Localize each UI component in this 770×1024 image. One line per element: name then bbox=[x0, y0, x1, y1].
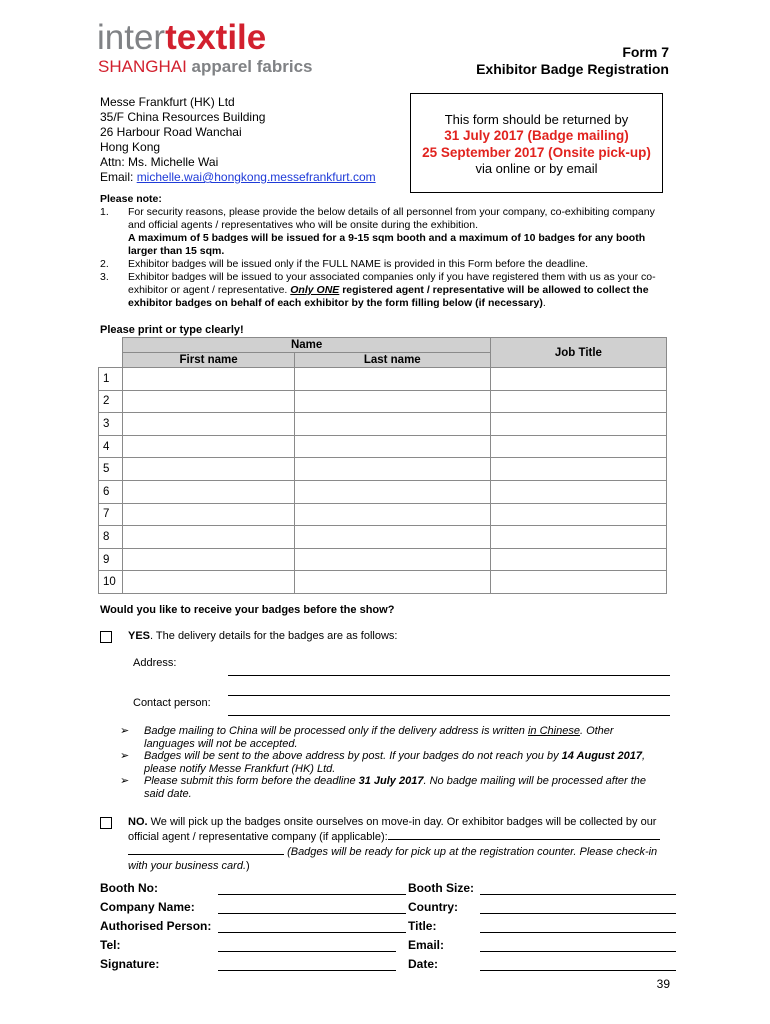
job-title-cell[interactable] bbox=[490, 368, 666, 391]
first-name-cell[interactable] bbox=[123, 480, 294, 503]
last-name-cell[interactable] bbox=[294, 548, 490, 571]
title-field[interactable] bbox=[480, 932, 676, 933]
last-name-cell[interactable] bbox=[294, 458, 490, 481]
job-title-cell[interactable] bbox=[490, 390, 666, 413]
last-name-cell[interactable] bbox=[294, 503, 490, 526]
contact-person-line[interactable] bbox=[228, 715, 670, 716]
delivery-question: Would you like to receive your badges before the show? bbox=[100, 604, 395, 616]
job-title-cell[interactable] bbox=[490, 458, 666, 481]
form-number: Form 7 bbox=[622, 44, 669, 60]
job-title-cell[interactable] bbox=[490, 413, 666, 436]
email-field[interactable] bbox=[480, 951, 676, 952]
first-name-cell[interactable] bbox=[123, 413, 294, 436]
arrow-bullet-icon: ➢ bbox=[120, 750, 130, 762]
list-item: ➢ Badge mailing to China will be processed only if the delivery address is written in Chinese. Other languages will not be accepted. bbox=[120, 725, 614, 750]
row-number: 7 bbox=[99, 503, 123, 526]
table-row bbox=[99, 548, 667, 571]
table-row bbox=[99, 503, 667, 526]
last-name-cell[interactable] bbox=[294, 480, 490, 503]
signature-field[interactable] bbox=[218, 970, 396, 971]
first-name-cell[interactable] bbox=[123, 458, 294, 481]
arrow-bullet-icon: ➢ bbox=[120, 775, 130, 787]
job-title-cell[interactable] bbox=[490, 435, 666, 458]
logo-subtitle: SHANGHAI apparel fabrics bbox=[98, 57, 313, 76]
print-instruction: Please print or type clearly! bbox=[100, 324, 244, 336]
yes-option-label: YES. The delivery details for the badges are as follows: bbox=[128, 630, 398, 642]
country-field[interactable] bbox=[480, 913, 676, 914]
row-number: 1 bbox=[99, 368, 123, 391]
delivery-notes-list bbox=[120, 725, 665, 800]
first-name-cell[interactable] bbox=[123, 435, 294, 458]
table-row bbox=[99, 413, 667, 436]
booth-size-label: Booth Size: bbox=[408, 881, 474, 895]
date-label: Date: bbox=[408, 957, 439, 971]
title-label: Title: bbox=[408, 919, 437, 933]
table-row bbox=[99, 435, 667, 458]
job-title-cell[interactable] bbox=[490, 480, 666, 503]
email-label: Email: bbox=[408, 938, 445, 952]
first-name-cell[interactable] bbox=[123, 526, 294, 549]
contact-person-label: Contact person: bbox=[133, 697, 211, 709]
first-name-cell[interactable] bbox=[123, 390, 294, 413]
date-field[interactable] bbox=[480, 970, 676, 971]
please-note-section: Please note: 1. For security reasons, please provide the below details of all personnel from your company, co-exhibiting company and official agents / representatives who will be onsite during the exhibition. A maximum of 5 badges will be issued for a 9-15 sqm booth and a maximum of 10 badges for any booth larger than 15 sqm. 2. Exhibitor badges will be issued only if the FULL NAME is provided in this Form before the deadline. 3. Exhibitor badges will be issued to your associated companies only if you have registered them with us as your co-exhibitor or agent / representative. Only ONE registered agent / representative will be allowed to collect the exhibitor badges on behalf of each exhibitor by the form filling below (if necessary). bbox=[100, 193, 656, 309]
address-line-1[interactable] bbox=[228, 675, 670, 676]
job-title-cell[interactable] bbox=[490, 548, 666, 571]
yes-checkbox[interactable] bbox=[100, 631, 112, 643]
last-name-cell[interactable] bbox=[294, 368, 490, 391]
table-row bbox=[99, 390, 667, 413]
name-header: Name bbox=[123, 338, 490, 353]
job-title-cell[interactable] bbox=[490, 526, 666, 549]
form-title bbox=[476, 44, 669, 78]
booth-size-field[interactable] bbox=[480, 894, 676, 895]
last-name-cell[interactable] bbox=[294, 413, 490, 436]
authorised-person-field[interactable] bbox=[218, 932, 406, 933]
booth-no-field[interactable] bbox=[218, 894, 406, 895]
first-name-cell[interactable] bbox=[123, 368, 294, 391]
table-row bbox=[99, 368, 667, 391]
form-name: Exhibitor Badge Registration bbox=[476, 61, 669, 77]
table-row bbox=[99, 526, 667, 549]
list-item: ➢ Badges will be sent to the above address by post. If your badges do not reach you by 14 August 2017, please notify Messe Frankfurt (HK) Ltd. bbox=[120, 750, 646, 775]
no-option-label: NO. We will pick up the badges onsite ourselves on move-in day. Or exhibitor badges will be collected by our official agent / representative company (if applicable): (Badges will be ready for pick up at the registration counter. Please check-in with your business card.) bbox=[128, 815, 673, 873]
badge-table bbox=[98, 337, 667, 594]
signature-label: Signature: bbox=[100, 957, 160, 971]
list-item: ➢ Please submit this form before the deadline 31 July 2017. No badge mailing will be processed after the said date. bbox=[120, 775, 647, 800]
table-row bbox=[99, 480, 667, 503]
job-title-header: Job Title bbox=[490, 338, 666, 368]
authorised-person-label: Authorised Person: bbox=[100, 919, 212, 933]
last-name-cell[interactable] bbox=[294, 571, 490, 594]
email-link[interactable]: michelle.wai@hongkong.messefrankfurt.com bbox=[136, 170, 376, 184]
table-row bbox=[99, 571, 667, 594]
row-number: 8 bbox=[99, 526, 123, 549]
first-name-header: First name bbox=[123, 353, 294, 368]
row-number: 10 bbox=[99, 571, 123, 594]
row-number: 9 bbox=[99, 548, 123, 571]
company-name-field[interactable] bbox=[218, 913, 406, 914]
return-deadline-box: This form should be returned by 31 July 2017 (Badge mailing) 25 September 2017 (Onsite pick-up) via online or by email bbox=[410, 93, 663, 193]
page-number: 39 bbox=[656, 977, 670, 991]
tel-label: Tel: bbox=[100, 938, 121, 952]
last-name-cell[interactable] bbox=[294, 526, 490, 549]
logo-wordmark: intertextile bbox=[97, 18, 267, 57]
organizer-address: Messe Frankfurt (HK) Ltd 35/F China Resources Building 26 Harbour Road Wanchai Hong Kong Attn: Ms. Michelle Wai Email: michelle.wai@hongkong.messefrankfurt.com bbox=[100, 95, 376, 184]
row-number: 2 bbox=[99, 390, 123, 413]
last-name-cell[interactable] bbox=[294, 435, 490, 458]
address-line-2[interactable] bbox=[228, 695, 670, 696]
first-name-cell[interactable] bbox=[123, 548, 294, 571]
row-number: 6 bbox=[99, 480, 123, 503]
agent-company-line-2[interactable] bbox=[128, 844, 284, 855]
company-name-label: Company Name: bbox=[100, 900, 195, 914]
country-label: Country: bbox=[408, 900, 458, 914]
table-row bbox=[99, 458, 667, 481]
address-label: Address: bbox=[133, 657, 177, 669]
last-name-header: Last name bbox=[294, 353, 490, 368]
row-number: 4 bbox=[99, 435, 123, 458]
table-rows bbox=[99, 368, 667, 594]
no-checkbox[interactable] bbox=[100, 817, 112, 829]
row-number: 3 bbox=[99, 413, 123, 436]
row-number: 5 bbox=[99, 458, 123, 481]
arrow-bullet-icon: ➢ bbox=[120, 725, 130, 737]
job-title-cell[interactable] bbox=[490, 571, 666, 594]
agent-company-line[interactable] bbox=[388, 829, 660, 840]
last-name-cell[interactable] bbox=[294, 390, 490, 413]
tel-field[interactable] bbox=[218, 951, 396, 952]
first-name-cell[interactable] bbox=[123, 503, 294, 526]
first-name-cell[interactable] bbox=[123, 571, 294, 594]
job-title-cell[interactable] bbox=[490, 503, 666, 526]
booth-no-label: Booth No: bbox=[100, 881, 158, 895]
